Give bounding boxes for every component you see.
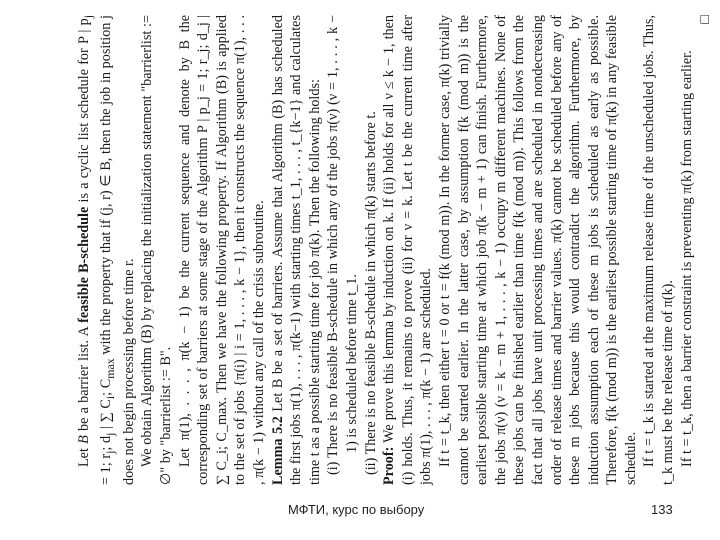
footer-course-title: МФТИ, курс по выбору	[288, 502, 425, 517]
page-number: 133	[651, 502, 673, 517]
algorithm-paragraph: We obtain Algorithm (B) by replacing the initialization statement "barrierlist := ∅" by "barrierlist := B".	[139, 15, 175, 485]
definition-paragraph: Let B be a barrier list. A feasible B-schedule is a cyclic list schedule for P | $p_j = 1$; $r_j$; $d_j$ | ∑ $C_i$; $C_{max}$ with the property that if (j, r) ∈ B, then the job in position j does not begin processing before time r.	[76, 15, 137, 485]
proof-case-1: If t = t_k, then either t = 0 or t = f(k (mod m)). In the former case, π(k) trivially cannot be started earlier. In the latter case, by assumption f(k (mod m)) is the earliest possible starting time at which job π(k − m + 1) can finish. Furthermore, the jobs π(ν) (ν = k − m + 1, . . . , k − 1) occupy m different machines. None of these jobs can be finished earlier than time f(k (mod m)). This follows from the fact that all jobs have unit processing times and are scheduled in nondecreasing order of release times and barrier values. π(k) cannot be scheduled before any of these m jobs because this would contradict the algorithm. Furthermore, by induction assumption each of these m jobs is scheduled as early as possible. Therefore, f(k (mod m)) is the earliest possible starting time of π(k) in any feasible schedule.	[436, 15, 639, 485]
qed-symbol: □	[697, 15, 714, 24]
lemma-paragraph	[269, 15, 325, 485]
lemma-item-i: (i) There is no feasible B-schedule in which any of the jobs π(ν) (ν = 1, . . . , k − 1) is scheduled before time t_1.	[325, 15, 360, 475]
sequence-paragraph: Let π(1), . . . , π(k − 1) be the current sequence and denote by B the corresponding set of barriers at some stage of the Algorithm P | p_j = 1; r_j; d_j | ∑ C_i; C_max. Then we have the following property. If Algorithm (B) is applied to the set of jobs {π(i) | i = 1, . . . , k − 1}, then it constructs the sequence π(1), . . . , π(k − 1) without any call of the crisis subroutine.	[176, 15, 267, 485]
proof-case-2: If t = t_k is started at the maximum release time of the unscheduled jobs. Thus, t_k must be the release time of π(k).	[641, 15, 677, 485]
rotated-scanned-text	[75, 15, 714, 485]
proof-case-3: If t = t_k, then a barrier constraint is preventing π(k) from starting earlier.	[678, 50, 695, 467]
lemma-item-ii: (ii) There is no feasible B-schedule in which π(k) starts before t.	[362, 111, 379, 475]
lemma-text: Let B be a set of barriers. Assume that Algorithm (B) has scheduled the first jobs π(1), . . . , π(k−1) with starting times t_1, . . . , t_{k−1} and calculates time t as a possible starting time for job π(k). Then the following holds:	[269, 15, 323, 485]
proof-label: Proof:	[381, 446, 398, 485]
proof-paragraph: Proof: We prove this lemma by induction on k. If (ii) holds for all ν ≤ k − 1, then (i) holds. Thus, it remains to prove (ii) for ν = k. Let t be the current time after jobs π(1), . . . , π(k − 1) are scheduled.	[381, 15, 435, 485]
lemma-label: Lemma 5.2	[269, 416, 286, 485]
